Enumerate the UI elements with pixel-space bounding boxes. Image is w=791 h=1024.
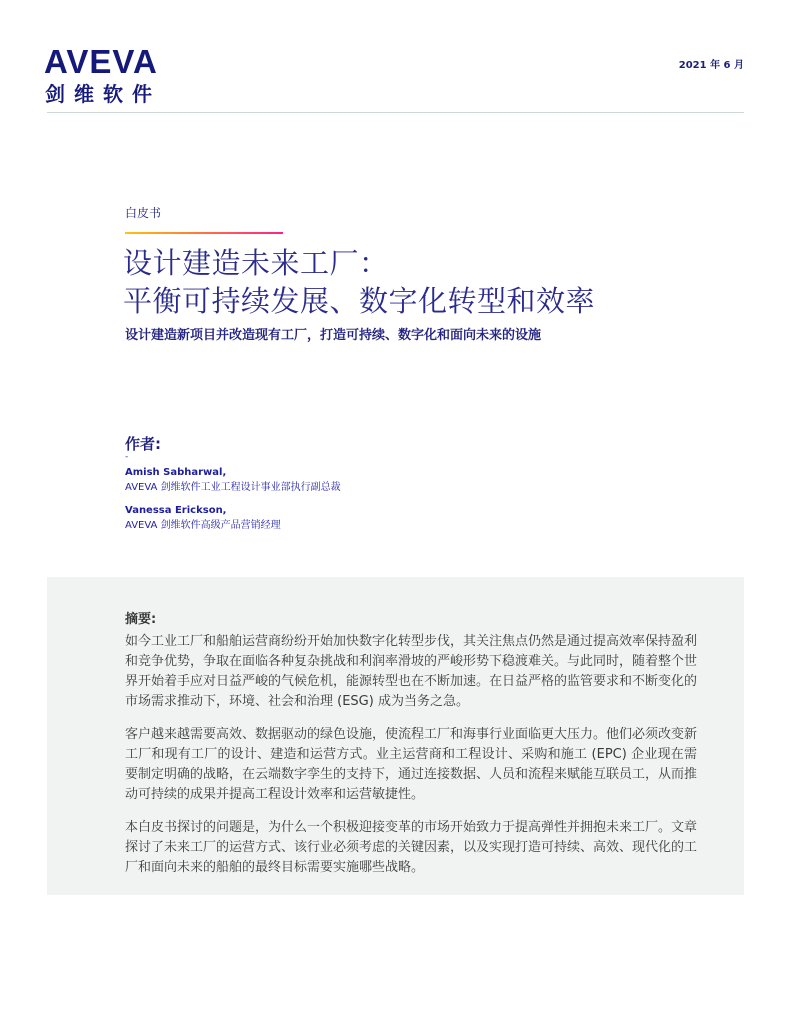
summary-paragraph: 客户越来越需要高效、数据驱动的绿色设施，使流程工厂和海事行业面临更大压力。他们必须改变新工厂和现有工厂的设计、建造和运营方式。业主运营商和工程设计、采购和施工 (EPC) 企业现在需要制定明确的战略，在云端数字孪生的支持下，通过连接数据、人员和流程来赋能互联员工，从而推动可持续的成果并提高工程设计效率和运营敏捷性。 bbox=[125, 727, 698, 802]
page-title bbox=[123, 244, 595, 320]
author-entry bbox=[125, 466, 341, 496]
document-type-label: 白皮书 bbox=[125, 206, 162, 220]
summary-heading: 摘要: bbox=[125, 612, 157, 627]
summary-panel bbox=[47, 577, 744, 895]
summary-paragraph: 本白皮书探讨的问题是，为什么一个积极迎接变革的市场开始致力于提高弹性并拥抱未来工厂。文章探讨了未来工厂的运营方式、该行业必须考虑的关键因素，以及实现打造可持续、高效、现代化的工厂和面向未来的船舶的最终目标需要实施哪些战略。 bbox=[125, 820, 698, 875]
page-subtitle: 设计建造新项目并改造现有工厂，打造可持续、数字化和面向未来的设施 bbox=[125, 328, 542, 343]
summary-body bbox=[125, 632, 697, 891]
title-line-1: 设计建造未来工厂： bbox=[123, 246, 389, 280]
authors-separator: - bbox=[125, 452, 129, 462]
accent-gradient-line bbox=[125, 232, 283, 234]
author-name: Vanessa Erickson, bbox=[125, 505, 227, 516]
author-entry bbox=[125, 504, 281, 534]
logo-chinese-name: 剑维软件 bbox=[45, 82, 161, 106]
aveva-logo bbox=[44, 44, 161, 107]
author-name: Amish Sabharwal, bbox=[125, 467, 227, 478]
logo-wordmark: AVEVA bbox=[44, 43, 158, 80]
title-line-2: 平衡可持续发展、数字化转型和效率 bbox=[123, 284, 596, 318]
author-role: AVEVA 剑维软件高级产品营销经理 bbox=[125, 520, 281, 531]
author-role: AVEVA 剑维软件工业工程设计事业部执行副总裁 bbox=[125, 482, 341, 493]
header-divider bbox=[47, 112, 744, 113]
summary-paragraph: 如今工业工厂和船舶运营商纷纷开始加快数字化转型步伐，其关注焦点仍然是通过提高效率保持盈利和竞争优势，争取在面临各种复杂挑战和利润率滑坡的严峻形势下稳渡难关。与此同时，随着整个世界开始着手应对日益严峻的气候危机，能源转型也在不断加速。在日益严格的监管要求和不断变化的市场需求推动下，环境、社会和治理 (ESG) 成为当务之急。 bbox=[125, 634, 698, 709]
publication-date: 2021 年 6 月 bbox=[678, 60, 744, 71]
authors-heading: 作者: bbox=[125, 435, 161, 453]
